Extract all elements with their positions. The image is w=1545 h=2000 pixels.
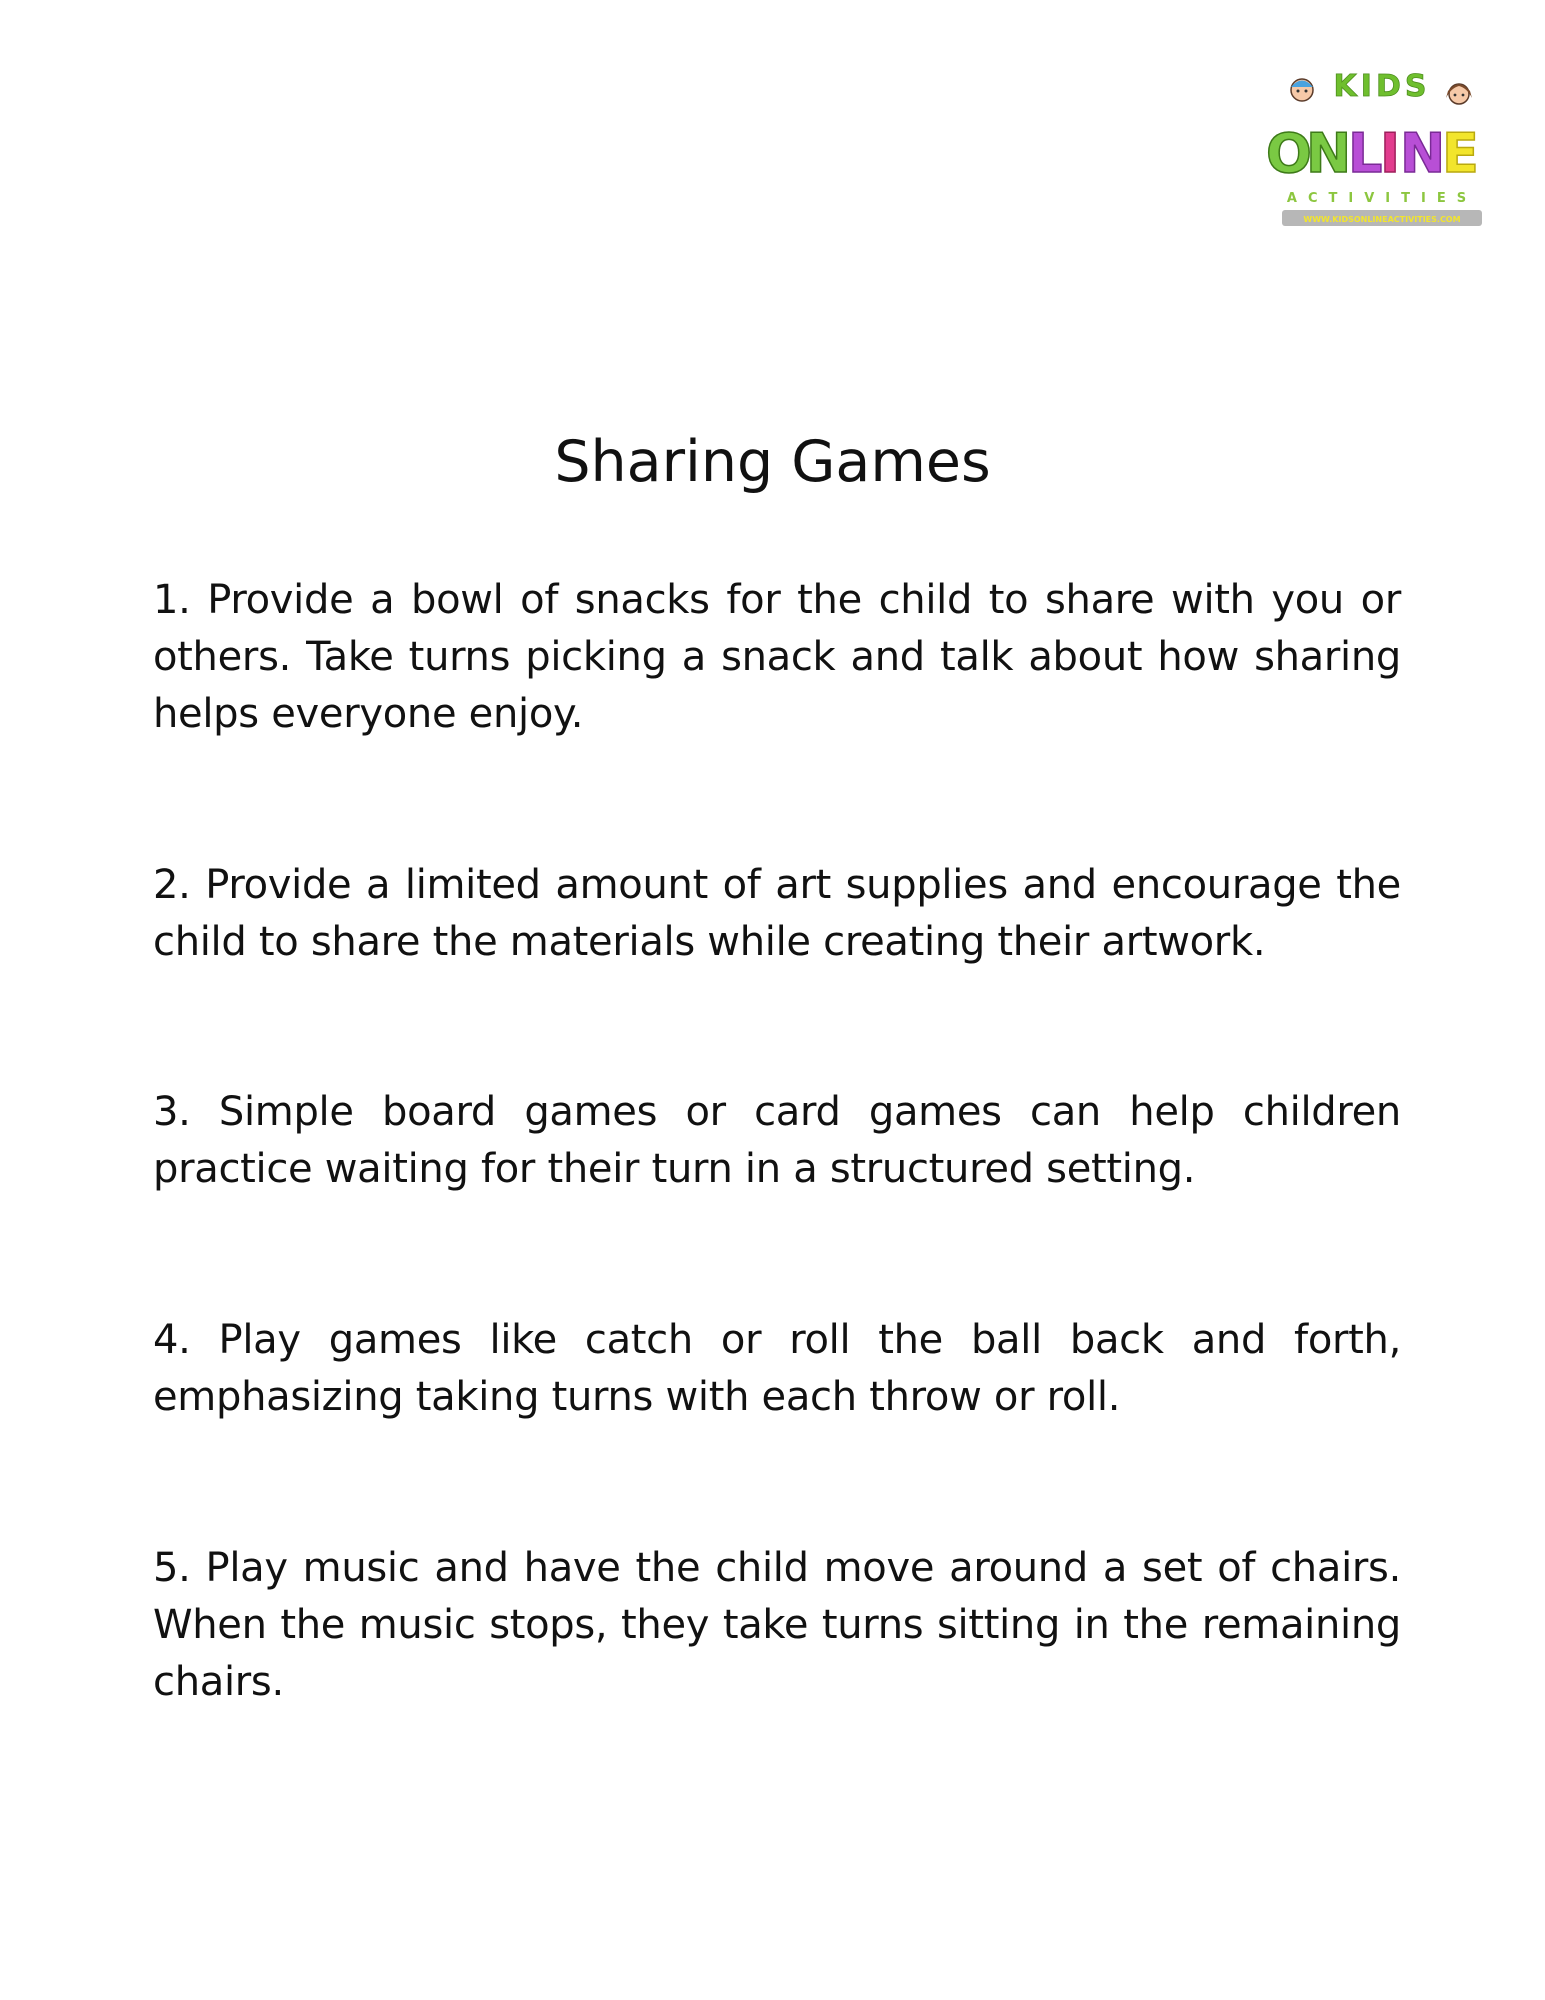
boy-face-icon	[1291, 79, 1313, 101]
svg-text:N: N	[1306, 122, 1352, 185]
svg-text:N: N	[1400, 122, 1446, 185]
logo-activities-text: ACTIVITIES	[1286, 191, 1478, 206]
svg-text:E: E	[1442, 122, 1479, 185]
logo-graphic	[1262, 62, 1502, 234]
logo-kids-text: KIDS	[1333, 69, 1431, 104]
svg-text:L: L	[1348, 122, 1383, 185]
svg-text:O: O	[1266, 122, 1312, 185]
activity-item-1: 1. Provide a bowl of snacks for the child to share with you or others. Take turns picking a snack and talk about how sharing helps everyone enjoy.	[153, 577, 1401, 737]
activity-item-3: 3. Simple board games or card games can help children practice waiting for their turn in a structured setting.	[153, 1089, 1401, 1192]
logo-online-text	[1266, 122, 1479, 185]
activity-item-2: 2. Provide a limited amount of art supplies and encourage the child to share the materials while creating their artwork.	[153, 862, 1401, 965]
logo-url-text: WWW.KIDSONLINEACTIVITIES.COM	[1303, 215, 1461, 224]
svg-text:I: I	[1380, 122, 1401, 185]
activity-item-4: 4. Play games like catch or roll the ball back and forth, emphasizing taking turns with each throw or roll.	[153, 1317, 1401, 1420]
activity-item-5: 5. Play music and have the child move around a set of chairs. When the music stops, they take turns sitting in the remaining chairs.	[153, 1545, 1401, 1705]
kids-online-activities-logo	[1262, 62, 1502, 234]
girl-face-icon	[1446, 84, 1472, 104]
page-title: Sharing Games	[554, 429, 991, 495]
